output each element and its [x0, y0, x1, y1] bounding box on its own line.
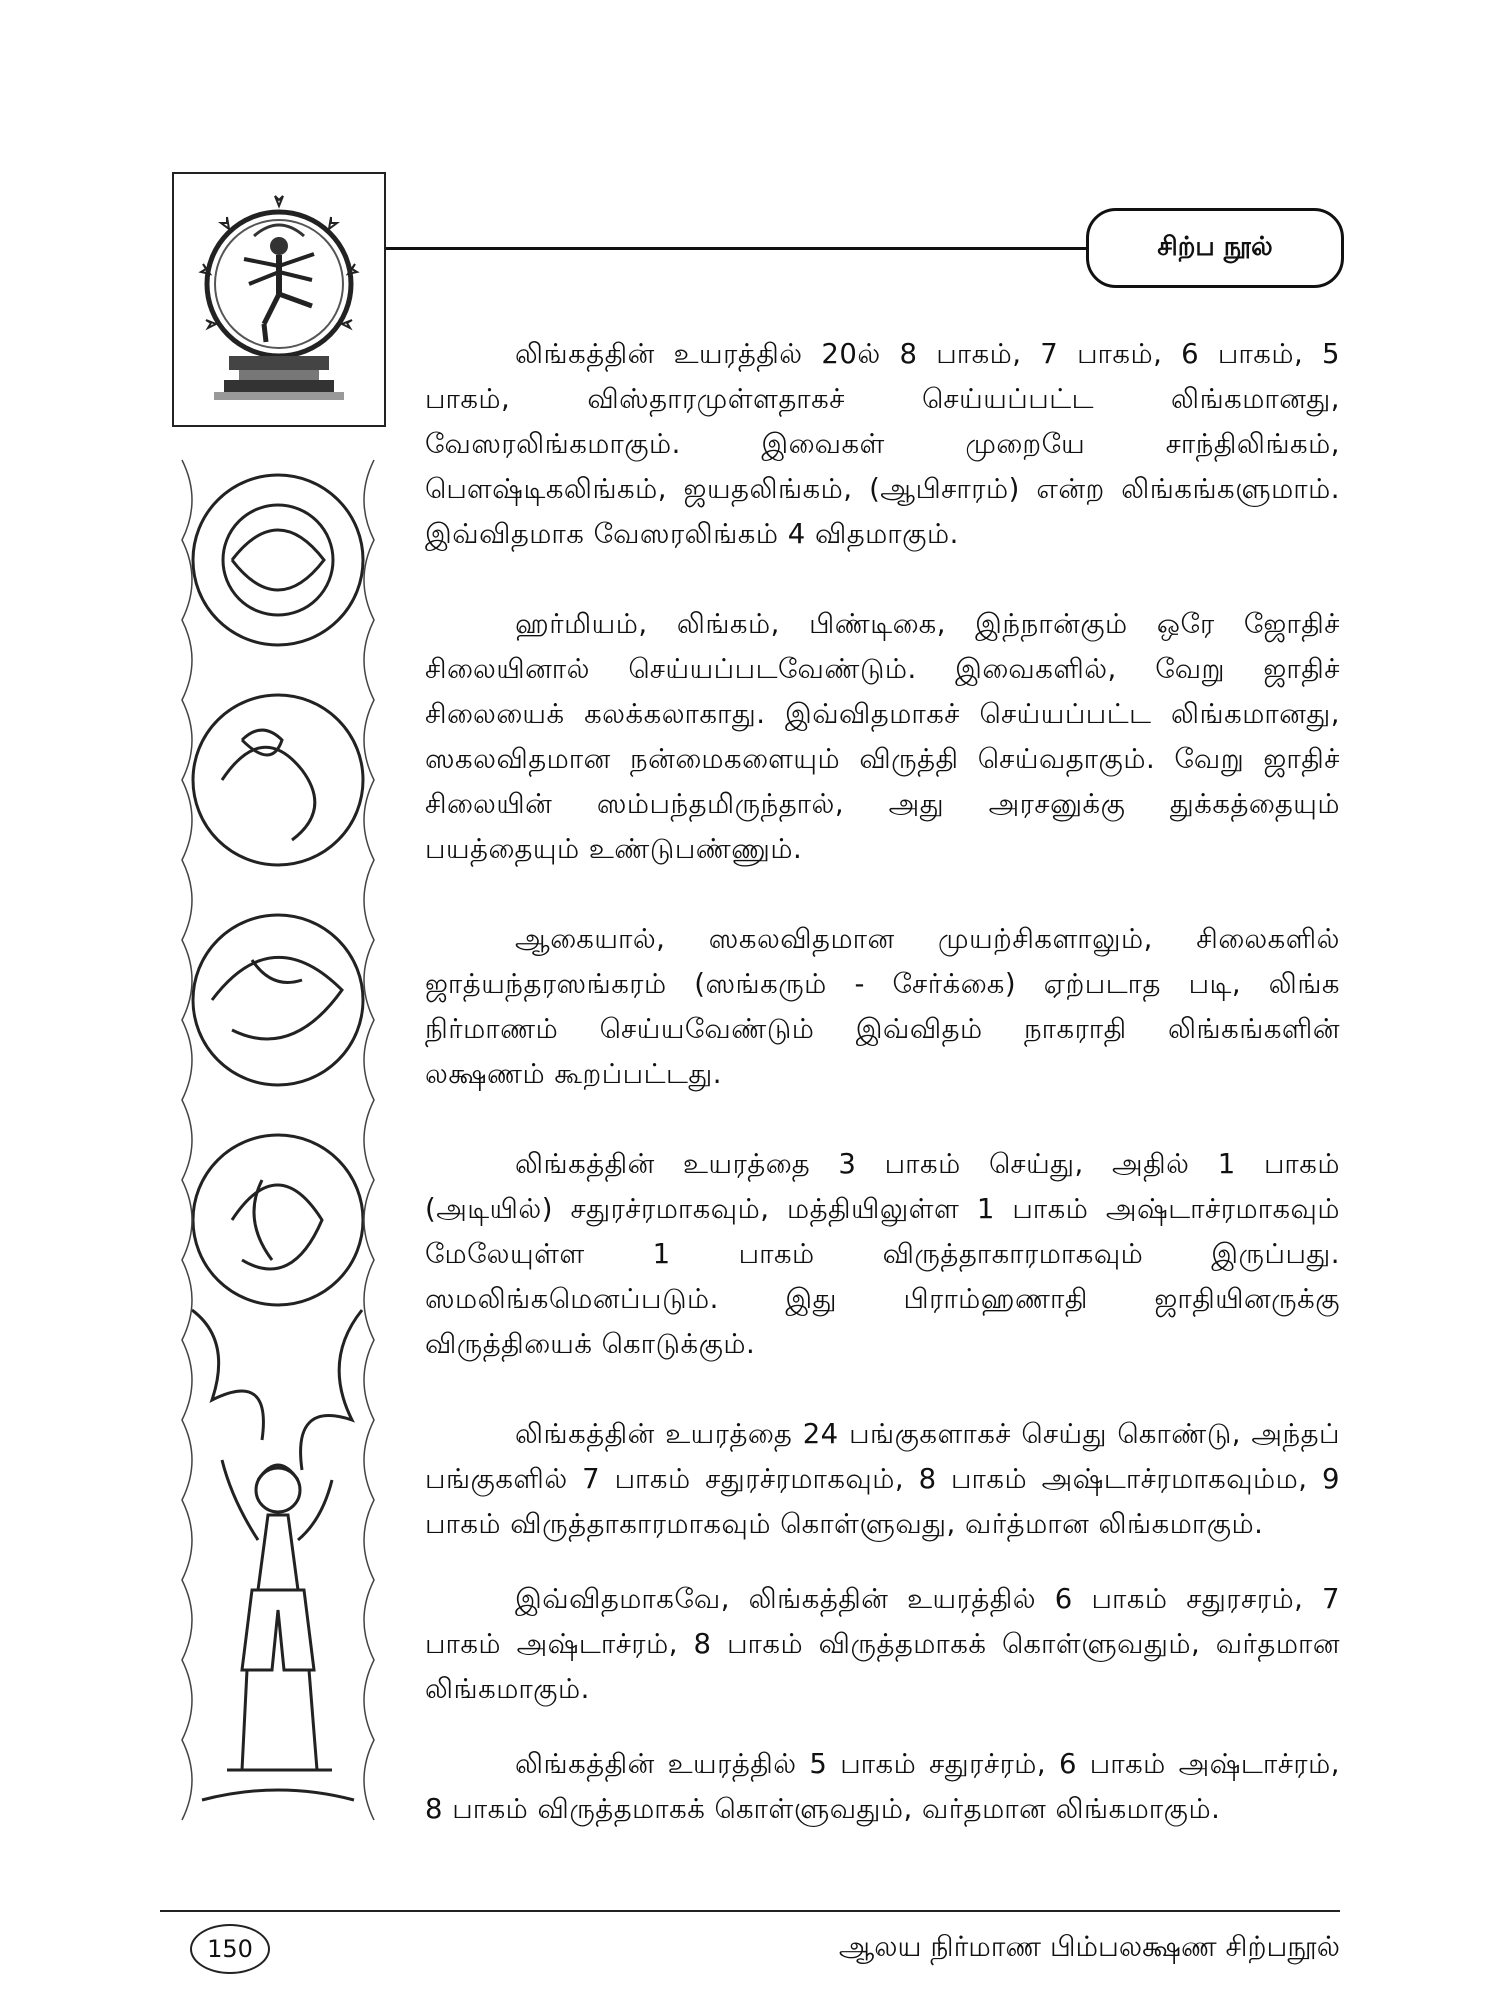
- emblem-frame: [172, 172, 386, 427]
- paragraph: லிங்கத்தின் உயரத்தில் 20ல் 8 பாகம், 7 பாகம், 6 பாகம், 5 பாகம், விஸ்தாரமுள்ளதாகச் செய்யப்பட்ட லிங்கமானது, வேஸரலிங்கமாகும். இவைகள் முறையே சாந்திலிங்கம், பௌஷ்டிகலிங்கம், ஜயதலிங்கம், (ஆபிசாரம்) என்ற லிங்கங்களுமாம். இவ்விதமாக வேஸரலிங்கம் 4 விதமாகும்.: [425, 338, 1340, 550]
- book-title: ஆலய நிர்மாண பிம்பலக்ஷண சிற்பநூல்: [838, 1930, 1340, 1963]
- paragraph: இவ்விதமாகவே, லிங்கத்தின் உயரத்தில் 6 பாகம் சதுரசரம், 7 பாகம் அஷ்டாச்ரம், 8 பாகம் விருத்தமாகக் கொள்ளுவதும், வர்தமான லிங்கமாகும்.: [425, 1583, 1340, 1705]
- ornament-illustration: [172, 440, 384, 1840]
- nataraja-emblem-icon: [174, 174, 384, 425]
- paragraph: லிங்கத்தின் உயரத்தில் 5 பாகம் சதுரச்ரம், 6 பாகம் அஷ்டாச்ரம், 8 பாகம் விருத்தமாகக் கொள்ளுவதும், வர்தமான லிங்கமாகும்.: [425, 1748, 1340, 1825]
- paragraph: லிங்கத்தின் உயரத்தை 3 பாகம் செய்து, அதில் 1 பாகம் (அடியில்) சதுரச்ரமாகவும், மத்தியிலுள்ள 1 பாகம் அஷ்டாச்ரமாகவும் மேலேயுள்ள 1 பாகம் விருத்தாகாரமாகவும் இருப்பது. ஸமலிங்கமெனப்படும். இது பிராம்ஹணாதி ஜாதியினருக்கு விருத்தியைக் கொடுக்கும்.: [425, 1148, 1340, 1360]
- page-number: 150: [190, 1924, 270, 1974]
- ornamental-border: [172, 440, 384, 1840]
- header-rule: [386, 247, 1086, 250]
- paragraph: ஹர்மியம், லிங்கம், பிண்டிகை, இந்நான்கும் ஒரே ஜோதிச் சிலையினால் செய்யப்படவேண்டும். இவைகளில், வேறு ஜாதிச் சிலையைக் கலக்கலாகாது. இவ்விதமாகச் செய்யப்பட்ட லிங்கமானது, ஸகலவிதமான நன்மைகளையும் விருத்தி செய்வதாகும். வேறு ஜாதிச் சிலையின் ஸம்பந்தமிருந்தால், அது அரசனுக்கு துக்கத்தையும் பயத்தையும் உண்டுபண்ணும்.: [425, 608, 1340, 865]
- paragraph: லிங்கத்தின் உயரத்தை 24 பங்குகளாகச் செய்து கொண்டு, அந்தப் பங்குகளில் 7 பாகம் சதுரச்ரமாகவும், 8 பாகம் அஷ்டாச்ரமாகவும்ம, 9 பாகம் விருத்தாகாரமாகவும் கொள்ளுவது, வர்த்மான லிங்கமாகும்.: [425, 1418, 1340, 1540]
- paragraph: ஆகையால், ஸகலவிதமான முயற்சிகளாலும், சிலைகளில் ஜாத்யந்தரஸங்கரம் (ஸங்கரும் - சேர்க்கை) ஏற்படாத படி, லிங்க நிர்மாணம் செய்யவேண்டும் இவ்விதம் நாகராதி லிங்கங்களின் லக்ஷணம் கூறப்பட்டது.: [425, 923, 1340, 1090]
- section-label: சிற்ப நூல்: [1086, 208, 1344, 288]
- footer-rule: [160, 1910, 1340, 1912]
- body-text: [425, 332, 1340, 1832]
